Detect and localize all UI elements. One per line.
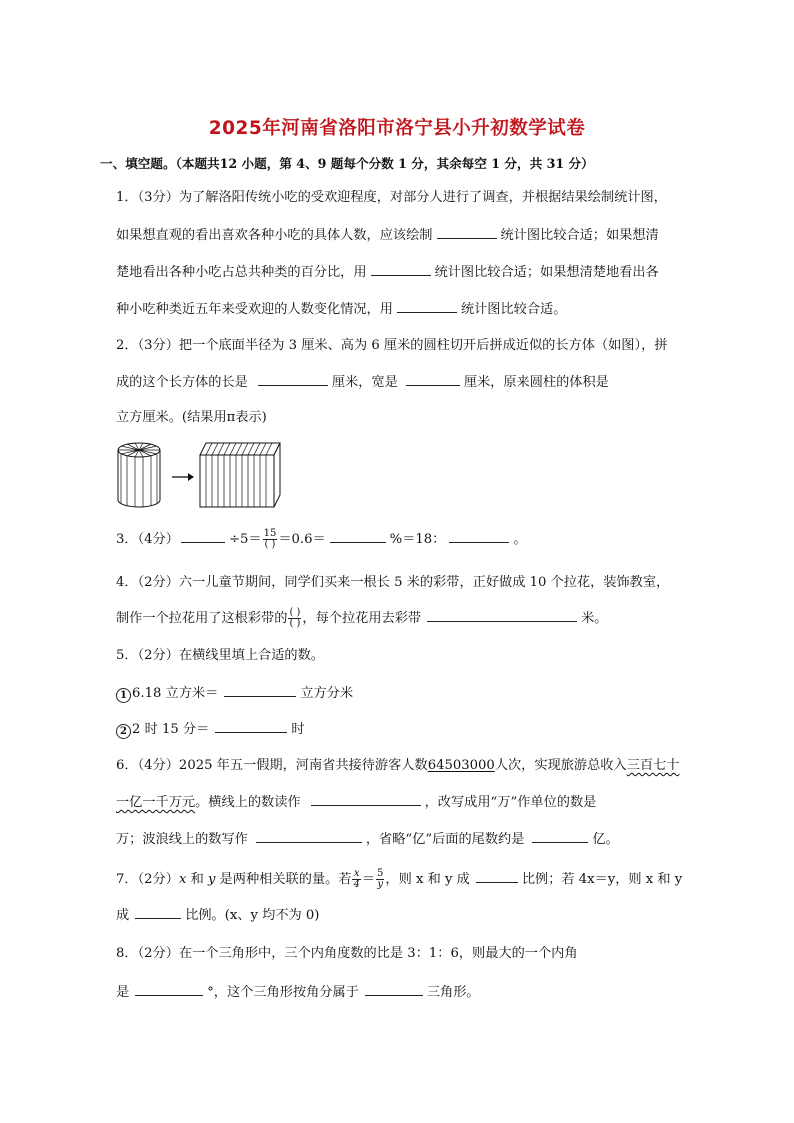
q7-line-2: 成 比例。(x、y 均不为 0) [116,908,320,923]
q6-line-1: 6．（4分）2025 年五一假期，河南省共接待游客人数64503000人次，实现旅游总收入三百七十 [116,758,680,773]
q2-line-3: 立方厘米。(结果用π表示) [116,410,267,425]
answer-blank[interactable] [224,684,296,697]
answer-blank[interactable] [437,226,497,239]
q1-line-2: 如果想直观的看出喜欢各种小吃的具体人数，应该绘制 统计图比较合适；如果想清 [116,228,659,243]
underlined-number: 64503000 [427,758,495,773]
q2-line-1: 2．（3分）把一个底面半径为 3 厘米、高为 6 厘米的圆柱切开后拼成近似的长方体（如图），拼 [116,338,668,353]
cuboid-shape [200,443,280,507]
answer-blank[interactable] [476,870,518,883]
answer-blank[interactable] [365,983,423,996]
answer-blank[interactable] [397,300,457,313]
answer-blank[interactable] [181,530,225,543]
cylinder-shape [118,443,160,507]
answer-blank[interactable] [371,263,431,276]
arrow-icon [172,473,194,481]
section-heading: 一、填空题。（本题共12 小题，第 4、9 题每个分数 1 分，其余每空 1 分，共 31 分） [100,156,594,171]
answer-blank[interactable] [135,906,181,919]
q6-line-3: 万；波浪线上的数写作 ，省略“亿”后面的尾数约是 亿。 [116,832,619,847]
q4-line-1: 4．（2分）六一儿童节期间，同学们买来一根长 5 米的彩带，正好做成 10 个拉花，装饰教室， [116,575,670,590]
q5-item-1: 1 6.18 立方米＝ 立方分米 [116,684,353,703]
q1-line-1: 1．（3分）为了解洛阳传统小吃的受欢迎程度，对部分人进行了调查，并根据结果绘制统计图， [116,190,667,205]
answer-blank[interactable] [215,720,287,733]
q1-line-3: 楚地看出各种小吃占总共种类的百分比，用 统计图比较合适；如果想清楚地看出各 [116,265,659,280]
circled-number: 1 [116,688,131,703]
q5-item-2: 2 2 时 15 分＝ 时 [116,720,305,739]
q4-line-2: 制作一个拉花用了这根彩带的 $\frac{( )}{( )}$ ，每个拉花用去彩带 米。 [116,607,608,629]
fraction: $\frac{( )}{( )}$ [289,607,301,629]
answer-blank[interactable] [135,983,203,996]
circled-number: 2 [116,724,131,739]
q8-line-1: 8．（2分）在一个三角形中，三个内角度数的比是 3：1：6，则最大的一个内角 [116,946,578,961]
exam-title: 2025年河南省洛阳市洛宁县小升初数学试卷 [208,118,586,139]
cylinder-to-cuboid-figure [114,437,284,511]
q2-line-2: 成的这个长方体的长是 厘米，宽是 厘米，原来圆柱的体积是 [116,375,609,390]
answer-blank[interactable] [256,830,362,843]
fraction: $\frac{15}{( )}$ [263,528,277,550]
q1-line-4: 种小吃种类近五年来受欢迎的人数变化情况，用 统计图比较合适。 [116,302,567,317]
answer-blank[interactable] [406,373,460,386]
answer-blank[interactable] [449,530,509,543]
fraction: $\frac{x}{4}$ [353,868,360,890]
answer-blank[interactable] [258,373,328,386]
answer-blank[interactable] [532,830,588,843]
q6-line-2: 一亿一千万元。横线上的数读作 ，改写成用“万”作单位的数是 [116,795,597,810]
answer-blank[interactable] [427,609,577,622]
q3-line: 3．（4分） ÷5＝ $\frac{15}{( )}$ ＝0.6＝ %＝18： 。 [116,528,527,550]
wavy-underlined-text: 三百七十 [626,758,680,773]
q5-line-1: 5．（2分）在横线里填上合适的数。 [116,648,324,663]
answer-blank[interactable] [311,793,421,806]
answer-blank[interactable] [330,530,386,543]
wavy-underlined-text: 一亿一千万元 [116,795,196,810]
q7-line-1: 7．（2分）x 和 y 是两种相关联的量。若 $\frac{x}{4}$ ＝ $\frac{5}{y}$ ，则 x 和 y 成 比例；若 4x＝y，则 x 和 y [116,868,683,890]
fraction: $\frac{5}{y}$ [377,868,384,890]
q8-line-2: 是 °，这个三角形按角分属于 三角形。 [116,985,480,1000]
